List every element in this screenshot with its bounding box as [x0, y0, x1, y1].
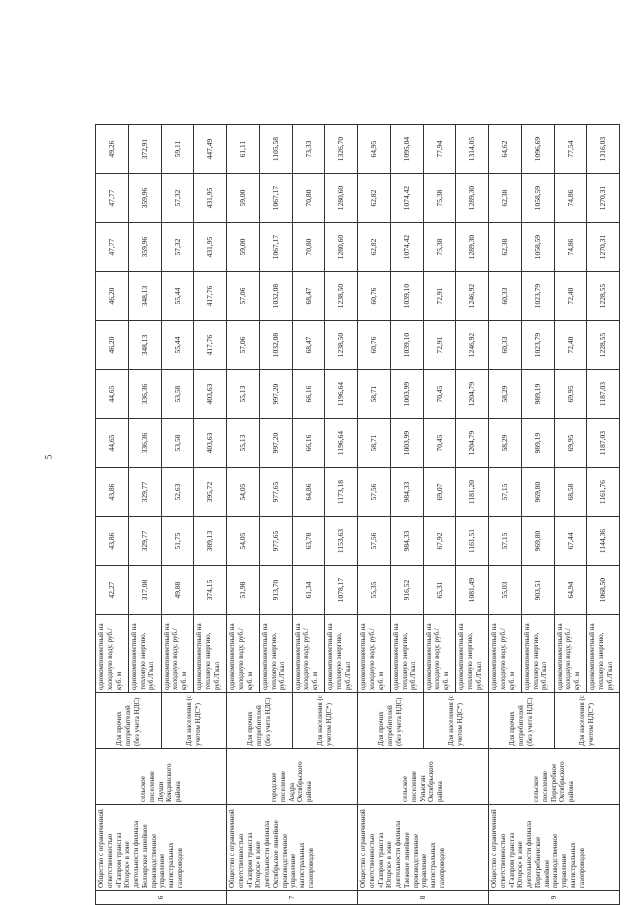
tariff-type: однокомпонентный на холодную воду, руб./куб. м: [358, 615, 391, 693]
tariff-value: 989,19: [521, 370, 554, 419]
tariff-value: 61,11: [227, 125, 260, 174]
tariff-value: 70,80: [292, 174, 325, 223]
consumer-group: Для прочих потребителей (без учета НДС): [489, 693, 555, 749]
tariff-value: 1058,59: [521, 223, 554, 272]
tariff-value: 1280,60: [325, 223, 358, 272]
tariff-value: 58,29: [489, 419, 522, 468]
tariff-value: 54,05: [227, 468, 260, 517]
tariff-value: 1289,30: [456, 223, 489, 272]
consumer-group: Для населения (с учетом НДС*): [161, 693, 227, 749]
tariff-value: 75,38: [423, 223, 456, 272]
tariff-value: 59,00: [227, 223, 260, 272]
tariff-value: 359,96: [128, 174, 161, 223]
tariff-value: 69,95: [554, 370, 587, 419]
tariff-value: 1067,17: [259, 174, 292, 223]
tariff-value: 336,36: [128, 370, 161, 419]
tariff-value: 57,15: [489, 468, 522, 517]
tariff-value: 1246,92: [456, 272, 489, 321]
tariff-value: 977,65: [259, 468, 292, 517]
tariff-value: 1039,10: [390, 272, 423, 321]
organization-name: Общество с ограниченной ответственностью «Газпром трансгаз Югорск» в зоне деятельности филиала Таежное линейное производственное управление магистральных газопроводов: [358, 805, 489, 891]
tariff-value: 70,45: [423, 370, 456, 419]
tariff-value: 58,71: [358, 370, 391, 419]
tariff-value: 403,63: [194, 419, 227, 468]
tariff-value: 62,38: [489, 174, 522, 223]
tariff-value: 1078,17: [325, 566, 358, 615]
table-row: [358, 125, 391, 905]
tariff-value: 984,33: [390, 468, 423, 517]
tariff-type: однокомпонентный на тепловую энергию, руб./Гкал: [194, 615, 227, 693]
tariff-type: однокомпонентный на тепловую энергию, руб./Гкал: [128, 615, 161, 693]
tariff-value: 65,31: [423, 566, 456, 615]
tariff-value: 47,77: [96, 223, 129, 272]
tariff-value: 359,96: [128, 223, 161, 272]
tariff-value: 1238,50: [325, 321, 358, 370]
tariff-value: 66,16: [292, 370, 325, 419]
tariff-value: 43,86: [96, 517, 129, 566]
tariff-type: однокомпонентный на холодную воду, руб./куб. м: [489, 615, 522, 693]
tariff-value: 72,40: [554, 321, 587, 370]
organization-name: Общество с ограниченной ответственностью «Газпром трансгаз Югорск» в зоне деятельности филиала Перегребненское линейное производственное управление магистральных газопроводов: [489, 805, 620, 891]
consumer-group: Для прочих потребителей (без учета НДС): [227, 693, 293, 749]
tariff-value: 348,13: [128, 321, 161, 370]
tariff-value: 55,13: [227, 370, 260, 419]
tariff-value: 72,91: [423, 272, 456, 321]
tariff-value: 1326,70: [325, 125, 358, 174]
tariff-value: 55,13: [227, 419, 260, 468]
tariff-value: 977,65: [259, 517, 292, 566]
tariff-value: 57,15: [489, 517, 522, 566]
tariff-value: 69,07: [423, 468, 456, 517]
tariff-value: 60,76: [358, 272, 391, 321]
tariff-value: 1280,60: [325, 174, 358, 223]
tariff-value: 62,82: [358, 223, 391, 272]
territory-name: сельское поселение Унъюган Октябрьского района: [358, 749, 489, 805]
row-number: 8: [358, 891, 489, 905]
tariff-value: 55,35: [358, 566, 391, 615]
tariff-value: 57,06: [227, 321, 260, 370]
territory-name: сельское поселение Леуши Кондинского района: [96, 749, 227, 805]
tariff-value: 1173,18: [325, 468, 358, 517]
tariff-value: 1228,55: [587, 272, 620, 321]
tariff-value: 395,72: [194, 468, 227, 517]
tariff-type: однокомпонентный на тепловую энергию, руб./Гкал: [521, 615, 554, 693]
tariff-value: 52,63: [161, 468, 194, 517]
tariff-value: 59,00: [227, 174, 260, 223]
tariff-value: 403,63: [194, 370, 227, 419]
consumer-group: Для населения (с учетом НДС*): [554, 693, 620, 749]
table-row: [489, 125, 522, 905]
tariff-value: 49,88: [161, 566, 194, 615]
tariff-value: 49,26: [96, 125, 129, 174]
tariff-value: 57,56: [358, 468, 391, 517]
tariff-value: 72,91: [423, 321, 456, 370]
row-number: 9: [489, 891, 620, 905]
tariff-value: 1316,03: [587, 125, 620, 174]
tariff-value: 1187,03: [587, 419, 620, 468]
tariff-value: 47,77: [96, 174, 129, 223]
tariff-value: 63,78: [292, 517, 325, 566]
consumer-group: Для населения (с учетом НДС*): [423, 693, 489, 749]
tariff-value: 75,38: [423, 174, 456, 223]
tariff-type: однокомпонентный на холодную воду, руб./куб. м: [96, 615, 129, 693]
consumer-group: Для прочих потребителей (без учета НДС): [358, 693, 424, 749]
tariff-value: 989,19: [521, 419, 554, 468]
tariff-value: 1032,08: [259, 321, 292, 370]
tariff-value: 1161,76: [587, 468, 620, 517]
page-number: 5: [43, 454, 54, 460]
tariff-value: 66,16: [292, 419, 325, 468]
tariff-type: однокомпонентный на холодную воду, руб./куб. м: [292, 615, 325, 693]
tariff-value: 1003,99: [390, 419, 423, 468]
tariff-value: 77,54: [554, 125, 587, 174]
tariff-value: 67,44: [554, 517, 587, 566]
tariff-value: 1289,30: [456, 174, 489, 223]
tariff-value: 431,95: [194, 174, 227, 223]
tariff-value: 46,20: [96, 321, 129, 370]
tariff-type: однокомпонентный на тепловую энергию, руб./Гкал: [587, 615, 620, 693]
tariff-table-body: [96, 125, 620, 905]
tariff-value: 1270,31: [587, 223, 620, 272]
tariff-value: 1068,50: [587, 566, 620, 615]
tariff-value: 984,33: [390, 517, 423, 566]
organization-name: Общество с ограниченной ответственностью «Газпром трансгаз Югорск» в зоне деятельности филиала Октябрьское линейное производственное управление магистральных газопроводов: [227, 805, 358, 891]
tariff-value: 969,80: [521, 517, 554, 566]
tariff-value: 329,77: [128, 517, 161, 566]
tariff-value: 43,86: [96, 468, 129, 517]
tariff-value: 51,98: [227, 566, 260, 615]
tariff-value: 1228,55: [587, 321, 620, 370]
tariff-value: 1238,50: [325, 272, 358, 321]
row-number: 6: [96, 891, 227, 905]
tariff-value: 1196,64: [325, 419, 358, 468]
tariff-value: 969,80: [521, 468, 554, 517]
tariff-value: 67,92: [423, 517, 456, 566]
tariff-value: 64,94: [554, 566, 587, 615]
tariff-value: 1153,63: [325, 517, 358, 566]
tariff-value: 68,47: [292, 272, 325, 321]
tariff-value: 51,75: [161, 517, 194, 566]
table-row: [227, 125, 260, 905]
tariff-value: 348,13: [128, 272, 161, 321]
tariff-value: 1187,03: [587, 370, 620, 419]
tariff-value: 1314,05: [456, 125, 489, 174]
tariff-value: 74,86: [554, 223, 587, 272]
tariff-value: 916,52: [390, 566, 423, 615]
tariff-value: 997,20: [259, 419, 292, 468]
tariff-value: 1144,36: [587, 517, 620, 566]
tariff-value: 372,91: [128, 125, 161, 174]
tariff-value: 1023,79: [521, 321, 554, 370]
tariff-table-frame: [95, 125, 620, 905]
tariff-value: 1039,10: [390, 321, 423, 370]
tariff-value: 1096,69: [521, 125, 554, 174]
tariff-type: однокомпонентный на холодную воду, руб./куб. м: [161, 615, 194, 693]
tariff-value: 73,33: [292, 125, 325, 174]
tariff-value: 1181,20: [456, 468, 489, 517]
tariff-value: 447,49: [194, 125, 227, 174]
tariff-value: 903,51: [521, 566, 554, 615]
tariff-type: однокомпонентный на тепловую энергию, руб./Гкал: [259, 615, 292, 693]
consumer-group: Для прочих потребителей (без учета НДС): [96, 693, 162, 749]
consumer-group: Для населения (с учетом НДС*): [292, 693, 358, 749]
organization-name: Общество с ограниченной ответственностью «Газпром трансгаз Югорск» в зоне деятельности филиала Белоярское линейное производственное управление магистральных газопроводов: [96, 805, 227, 891]
tariff-value: 58,71: [358, 419, 391, 468]
tariff-value: 53,58: [161, 370, 194, 419]
tariff-value: 1105,58: [259, 125, 292, 174]
territory-name: городское поселение Андра Октябрьского района: [227, 749, 358, 805]
tariff-value: 61,34: [292, 566, 325, 615]
tariff-value: 1074,42: [390, 174, 423, 223]
tariff-value: 70,80: [292, 223, 325, 272]
tariff-value: 1067,17: [259, 223, 292, 272]
tariff-value: 60,33: [489, 272, 522, 321]
tariff-value: 55,44: [161, 272, 194, 321]
tariff-value: 1032,08: [259, 272, 292, 321]
tariff-value: 72,40: [554, 272, 587, 321]
tariff-value: 336,36: [128, 419, 161, 468]
territory-name: сельское поселение Перегребное Октябрьского района: [489, 749, 620, 805]
tariff-type: однокомпонентный на холодную воду, руб./куб. м: [227, 615, 260, 693]
tariff-value: 60,33: [489, 321, 522, 370]
tariff-value: 69,95: [554, 419, 587, 468]
tariff-value: 1095,04: [390, 125, 423, 174]
tariff-value: 55,03: [489, 566, 522, 615]
tariff-value: 54,05: [227, 517, 260, 566]
tariff-value: 57,56: [358, 517, 391, 566]
tariff-type: однокомпонентный на холодную воду, руб./куб. м: [554, 615, 587, 693]
tariff-value: 70,45: [423, 419, 456, 468]
tariff-value: 913,70: [259, 566, 292, 615]
tariff-value: 1204,79: [456, 370, 489, 419]
tariff-value: 1058,59: [521, 174, 554, 223]
tariff-value: 55,44: [161, 321, 194, 370]
tariff-value: 64,95: [358, 125, 391, 174]
tariff-value: 64,62: [489, 125, 522, 174]
tariff-value: 317,08: [128, 566, 161, 615]
tariff-value: 68,47: [292, 321, 325, 370]
tariff-value: 77,94: [423, 125, 456, 174]
tariff-value: 389,13: [194, 517, 227, 566]
tariff-type: однокомпонентный на тепловую энергию, руб./Гкал: [456, 615, 489, 693]
tariff-value: 1246,92: [456, 321, 489, 370]
tariff-value: 68,58: [554, 468, 587, 517]
tariff-value: 62,82: [358, 174, 391, 223]
tariff-value: 57,32: [161, 174, 194, 223]
tariff-value: 1081,49: [456, 566, 489, 615]
tariff-value: 44,65: [96, 370, 129, 419]
tariff-value: 1270,31: [587, 174, 620, 223]
tariff-value: 417,76: [194, 272, 227, 321]
tariff-value: 1204,79: [456, 419, 489, 468]
tariff-type: однокомпонентный на холодную воду, руб./куб. м: [423, 615, 456, 693]
tariff-value: 42,27: [96, 566, 129, 615]
tariff-value: 997,20: [259, 370, 292, 419]
tariff-value: 1023,79: [521, 272, 554, 321]
tariff-value: 1003,99: [390, 370, 423, 419]
tariff-value: 329,77: [128, 468, 161, 517]
tariff-value: 64,86: [292, 468, 325, 517]
tariff-value: 62,38: [489, 223, 522, 272]
tariff-value: 417,76: [194, 321, 227, 370]
table-row: [96, 125, 129, 905]
tariff-value: 1161,51: [456, 517, 489, 566]
tariff-value: 57,06: [227, 272, 260, 321]
tariff-value: 59,11: [161, 125, 194, 174]
tariff-type: однокомпонентный на тепловую энергию, руб./Гкал: [325, 615, 358, 693]
tariff-value: 431,95: [194, 223, 227, 272]
tariff-value: 74,86: [554, 174, 587, 223]
tariff-value: 1074,42: [390, 223, 423, 272]
tariff-value: 57,32: [161, 223, 194, 272]
tariff-value: 46,20: [96, 272, 129, 321]
tariff-value: 53,58: [161, 419, 194, 468]
tariff-value: 374,15: [194, 566, 227, 615]
row-number: 7: [227, 891, 358, 905]
tariff-type: однокомпонентный на тепловую энергию, руб./Гкал: [390, 615, 423, 693]
tariff-table: [95, 124, 620, 905]
tariff-value: 1196,64: [325, 370, 358, 419]
tariff-value: 60,76: [358, 321, 391, 370]
tariff-value: 58,29: [489, 370, 522, 419]
tariff-value: 44,65: [96, 419, 129, 468]
